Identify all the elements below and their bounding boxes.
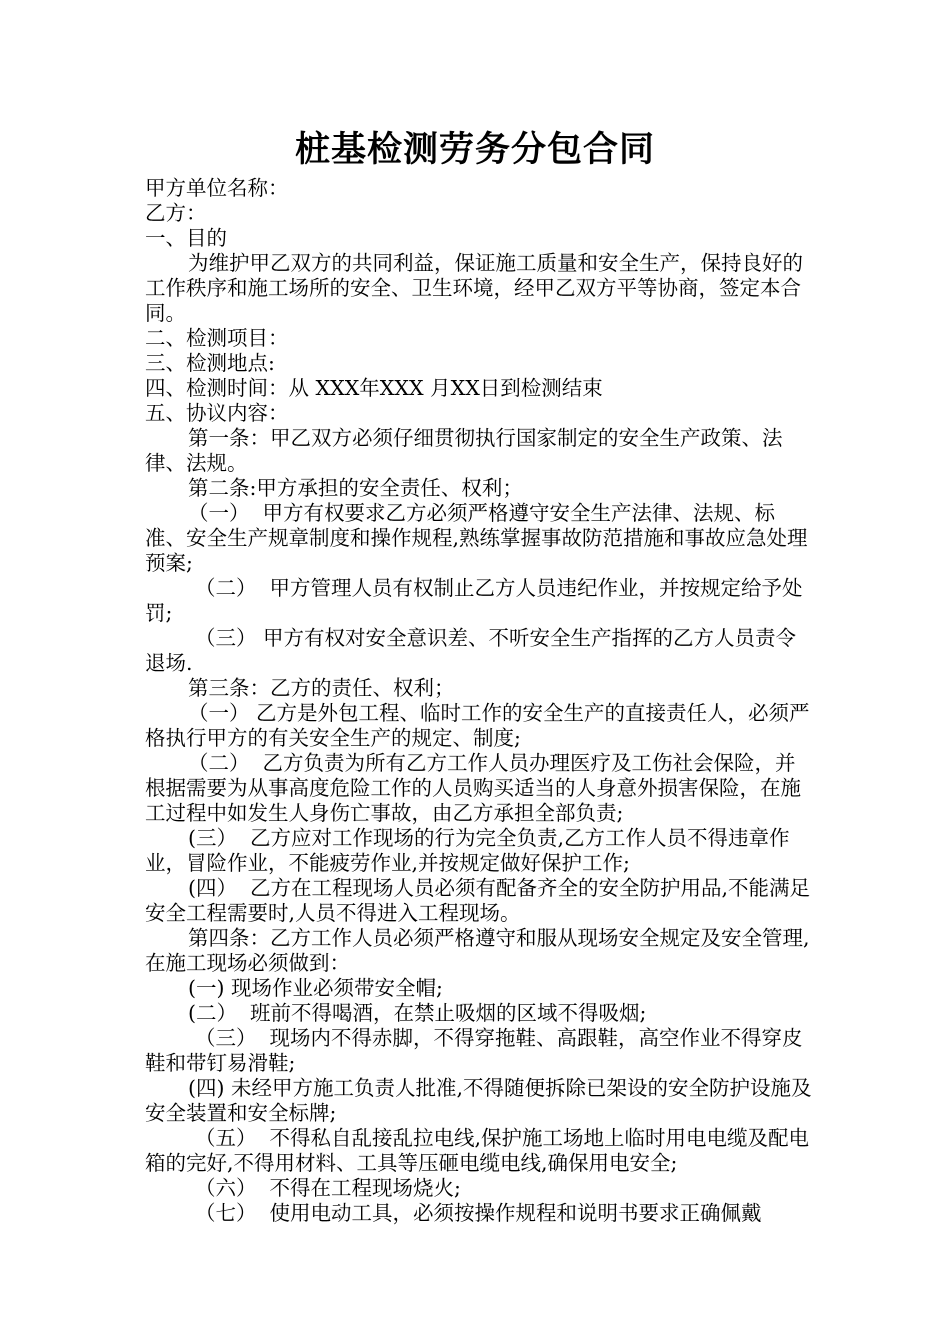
paragraph: 五、协议内容： (145, 401, 289, 425)
paragraph: （六） 不得在工程现场烧火; (195, 1176, 461, 1200)
paragraph: 一、目的 (145, 226, 227, 250)
paragraph: (三） 乙方应对工作现场的行为完全负责,乙方工作人员不得违章作业，冒险作业，不能疲劳作业,并按规定做好保护工作; (145, 826, 790, 875)
paragraph: 第一条：甲乙双方必须仔细贯彻执行国家制定的安全生产政策、法律、法规。 (145, 426, 783, 475)
paragraph: 四、检测时间：从 XXX年XXX 月XX日到检测结束 (145, 376, 603, 400)
document-title: 桩基检测劳务分包合同 (294, 129, 655, 170)
document-body (145, 176, 815, 1226)
paragraph: (四） 乙方在工程现场人员必须有配备齐全的安全防护用品,不能满足安全工程需要时,人员不得进入工程现场。 (145, 876, 811, 925)
paragraph: 甲方单位名称： (145, 176, 289, 200)
paragraph: （二） 乙方负责为所有乙方工作人员办理医疗及工伤社会保险，并根据需要为从事高度危险工作的人员购买适当的人身意外损害保险，在施工过程中如发生人身伤亡事故，由乙方承担全部负责; (145, 751, 801, 825)
paragraph: 三、检测地点: (145, 351, 275, 375)
paragraph: （三） 现场内不得赤脚，不得穿拖鞋、高跟鞋，高空作业不得穿皮鞋和带钉易滑鞋; (145, 1026, 803, 1075)
paragraph: 第三条：乙方的责任、权利； (188, 676, 455, 700)
paragraph: （七） 使用电动工具，必须按操作规程和说明书要求正确佩戴 (195, 1201, 762, 1225)
paragraph: 二、检测项目： (145, 326, 289, 350)
paragraph: 为维护甲乙双方的共同利益，保证施工质量和安全生产，保持良好的工作秩序和施工场所的安全、卫生环境，经甲乙双方平等协商，签定本合同。 (145, 251, 803, 325)
paragraph: （一） 乙方是外包工程、临时工作的安全生产的直接责任人，必须严格执行甲方的有关安全生产的规定、制度; (145, 701, 810, 750)
paragraph: 第二条:甲方承担的安全责任、权利； (188, 476, 523, 500)
paragraph: （一） 甲方有权要求乙方必须严格遵守安全生产法律、法规、标准、安全生产规章制度和操作规程,熟练掌握事故防范措施和事故应急处理预案; (145, 501, 808, 575)
paragraph: (四) 未经甲方施工负责人批准,不得随便拆除已架设的安全防护设施及安全装置和安全标牌; (145, 1076, 812, 1125)
paragraph: （三） 甲方有权对安全意识差、不听安全生产指挥的乙方人员责令退场. (145, 626, 797, 675)
paragraph: 乙方： (145, 201, 207, 225)
paragraph: （二） 甲方管理人员有权制止乙方人员违纪作业，并按规定给予处罚; (145, 576, 803, 625)
paragraph: (一) 现场作业必须带安全帽; (188, 976, 443, 1000)
paragraph: (二） 班前不得喝酒，在禁止吸烟的区域不得吸烟; (188, 1001, 647, 1025)
paragraph: （五） 不得私自乱接乱拉电线,保护施工场地上临时用电电缆及配电箱的完好,不得用材料、工具等压砸电缆电线,确保用电安全; (145, 1126, 810, 1175)
paragraph: 第四条：乙方工作人员必须严格遵守和服从现场安全规定及安全管理,在施工现场必须做到： (145, 926, 810, 975)
